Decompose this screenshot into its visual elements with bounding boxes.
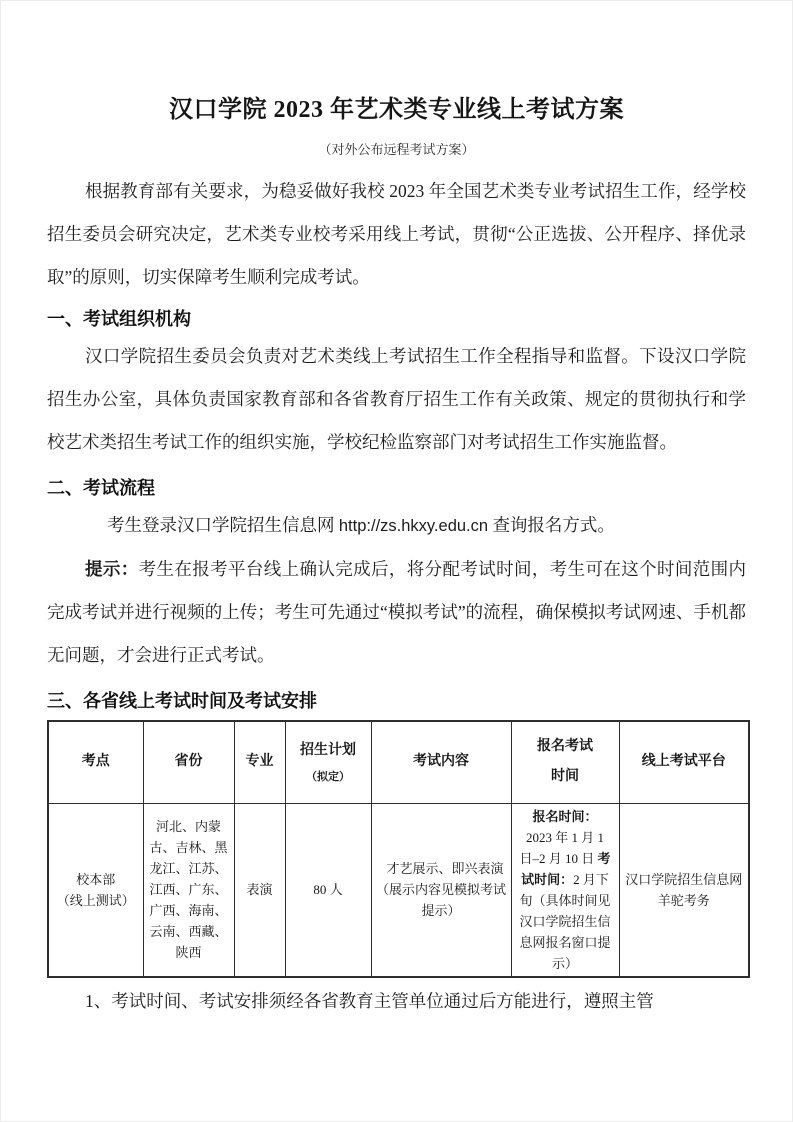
exam-time-label: 考试时间： bbox=[521, 850, 611, 887]
section2-login-line bbox=[47, 504, 746, 548]
exam-schedule-table bbox=[47, 720, 750, 978]
section1-body: 汉口学院招生委员会负责对艺术类线上考试招生工作全程指导和监督。下设汉口学院招生办公室，具体负责国家教育部和各省教育厅招生工作有关政策、规定的贯彻执行和学校艺术类招生考试工作的组织实施，学校纪检监察部门对考试招生工作实施监督。 bbox=[47, 346, 746, 452]
col-header-plan-note: （拟定） bbox=[306, 771, 350, 784]
cell-exam-content: 才艺展示、即兴表演（展示内容见模拟考试提示） bbox=[371, 803, 511, 977]
cell-provinces: 河北、内蒙古、吉林、黑龙江、江苏、江西、广东、广西、海南、云南、西藏、陕西 bbox=[143, 803, 234, 977]
intro-paragraph: 根据教育部有关要求，为稳妥做好我校 2023 年全国艺术类专业考试招生工作，经学校招生委员会研究决定，艺术类专业校考采用线上考试，贯彻“公正选拔、公开程序、择优录取”的原则，切实保障考生顺利完成考试。 bbox=[47, 181, 746, 287]
col-header-major bbox=[234, 721, 285, 803]
section1-heading: 一、考试组织机构 bbox=[47, 309, 191, 329]
col-header-schedule-line2: 时间 bbox=[551, 769, 579, 785]
section3-heading: 三、各省线上考试时间及考试安排 bbox=[47, 691, 317, 711]
col-header-province-label: 省份 bbox=[174, 754, 203, 770]
section2-tip-paragraph bbox=[47, 548, 746, 677]
admission-site-url: http://zs.hkxy.edu.cn bbox=[338, 517, 489, 535]
table-row bbox=[48, 803, 749, 977]
col-header-content bbox=[371, 721, 511, 803]
cell-plan: 80 人 bbox=[285, 803, 371, 977]
cell-platform: 汉口学院招生信息网羊驼考务 bbox=[619, 803, 749, 977]
col-header-site bbox=[48, 721, 143, 803]
document-title: 汉口学院 2023 年艺术类专业线上考试方案 bbox=[169, 97, 624, 123]
registration-time-label: 报名时间： bbox=[532, 808, 598, 824]
section2-heading: 二、考试流程 bbox=[47, 478, 155, 498]
tip-label: 提示： bbox=[85, 559, 139, 579]
login-text-before: 考生登录汉口学院招生信息网 bbox=[107, 515, 339, 535]
exam-site-mode: （线上测试） bbox=[56, 892, 135, 908]
footnote-line: 1、考试时间、考试安排须经各省教育主管单位通过后方能进行，遵照主管 bbox=[85, 990, 654, 1011]
cell-schedule bbox=[511, 803, 619, 977]
col-header-major-label: 专业 bbox=[245, 754, 274, 770]
tip-body: 考生在报考平台线上确认完成后，将分配考试时间，考生可在这个时间范围内完成考试并进行视频的上传；考生可先通过“模拟考试”的流程，确保模拟考试网速、手机都无问题，才会进行正式考试。 bbox=[47, 559, 746, 665]
registration-time-value: 2023 年 1 月 1 日–2 月 10 日 bbox=[519, 829, 604, 866]
table-header-row bbox=[48, 721, 749, 803]
col-header-platform bbox=[619, 721, 749, 803]
col-header-schedule-line1: 报名考试 bbox=[537, 739, 593, 755]
document-subtitle: （对外公布远程考试方案） bbox=[318, 142, 475, 157]
col-header-schedule bbox=[511, 721, 619, 803]
col-header-plan bbox=[285, 721, 371, 803]
exam-site-name: 校本部 bbox=[76, 871, 116, 887]
cell-exam-site bbox=[48, 803, 143, 977]
col-header-site-label: 考点 bbox=[81, 754, 110, 770]
col-header-platform-label: 线上考试平台 bbox=[641, 754, 726, 770]
col-header-content-label: 考试内容 bbox=[413, 754, 469, 770]
cell-major: 表演 bbox=[234, 803, 285, 977]
col-header-province bbox=[143, 721, 234, 803]
col-header-plan-label: 招生计划 bbox=[300, 743, 356, 759]
exam-time-value: 2 月下旬（具体时间见汉口学院招生信息网报名窗口提示） bbox=[519, 871, 611, 971]
login-text-after: 查询报名方式。 bbox=[488, 515, 615, 535]
